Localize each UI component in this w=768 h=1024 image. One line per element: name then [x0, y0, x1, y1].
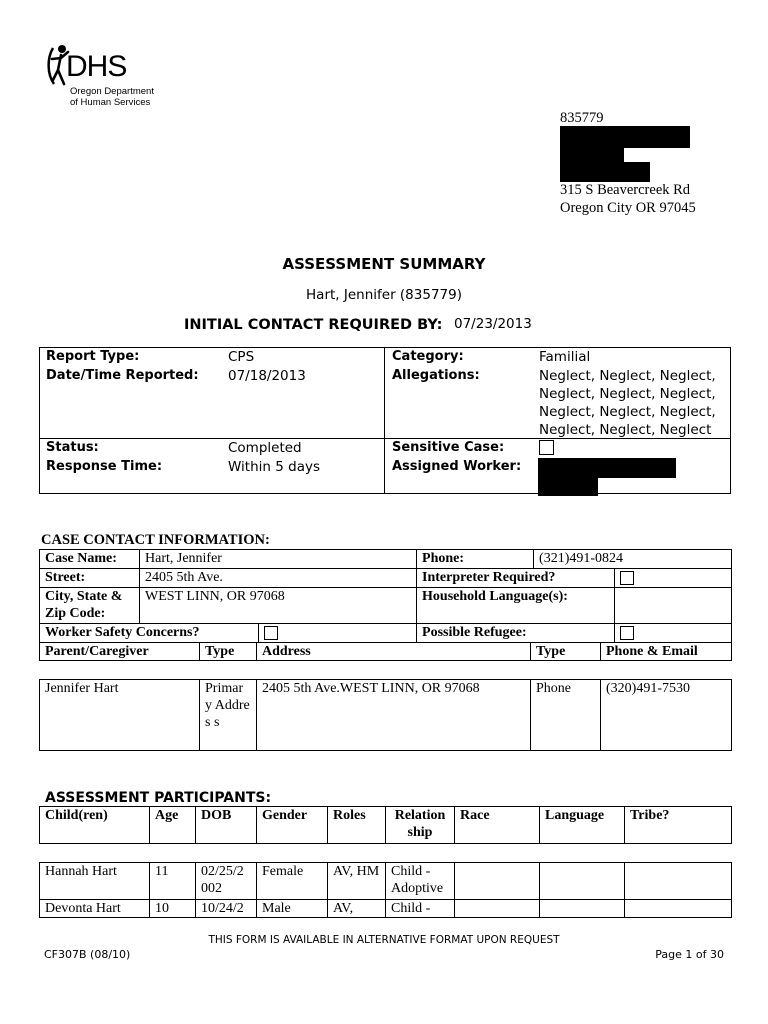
- redaction-block: [538, 458, 676, 478]
- caregiver-type: Primar y Addres s: [200, 680, 257, 751]
- interpreter-checkbox[interactable]: [620, 571, 634, 585]
- worker-safety-label: Worker Safety Concerns?: [40, 624, 259, 643]
- initial-contact-date: 07/23/2013: [454, 316, 532, 332]
- response-time-value: Within 5 days: [228, 459, 320, 475]
- report-type-value: CPS: [228, 349, 255, 365]
- category-label: Category:: [392, 349, 464, 364]
- child-name: Devonta Hart: [40, 900, 150, 918]
- col-type: Type: [200, 643, 257, 661]
- child-gender: Female: [257, 863, 328, 900]
- child-roles: AV,: [328, 900, 386, 918]
- case-name-value: Hart, Jennifer: [140, 550, 417, 569]
- response-time-label: Response Time:: [46, 459, 163, 474]
- assigned-worker-label: Assigned Worker:: [392, 459, 522, 474]
- child-race: [455, 863, 540, 900]
- col-age: Age: [150, 807, 196, 844]
- street-value: 2405 5th Ave.: [140, 569, 417, 588]
- col-children: Child(ren): [40, 807, 150, 844]
- child-tribe: [625, 863, 732, 900]
- col-phone-email: Phone & Email: [601, 643, 732, 661]
- alt-format-notice: THIS FORM IS AVAILABLE IN ALTERNATIVE FORMAT UPON REQUEST: [208, 934, 560, 946]
- redaction-block: [538, 476, 598, 496]
- phone-value: (321)491-0824: [534, 550, 732, 569]
- possible-refugee-label: Possible Refugee:: [417, 624, 615, 643]
- child-language: [540, 863, 625, 900]
- col-relationship: Relation ship: [386, 807, 455, 844]
- sensitive-case-label: Sensitive Case:: [392, 440, 505, 455]
- child-roles: AV, HM: [328, 863, 386, 900]
- caregiver-contact-type: Phone: [531, 680, 601, 751]
- table-row: [40, 680, 732, 751]
- interpreter-label: Interpreter Required?: [417, 569, 615, 588]
- phone-label: Phone:: [417, 550, 534, 569]
- col-parent-caregiver: Parent/Caregiver: [40, 643, 200, 661]
- case-name-label: Case Name:: [40, 550, 140, 569]
- col-address: Address: [257, 643, 531, 661]
- form-id: CF307B (08/10): [44, 948, 131, 961]
- caregiver-header-table: [39, 642, 732, 661]
- caregiver-table: [39, 679, 732, 751]
- allegations-line: Neglect, Neglect, Neglect: [539, 422, 712, 438]
- sensitive-case-checkbox[interactable]: [539, 440, 554, 455]
- status-value: Completed: [228, 440, 302, 456]
- redaction-block: [560, 126, 690, 148]
- allegations-line: Neglect, Neglect, Neglect,: [539, 404, 716, 420]
- child-gender: Male: [257, 900, 328, 918]
- date-reported-label: Date/Time Reported:: [46, 368, 199, 383]
- participants-header-table: [39, 806, 732, 844]
- child-dob: 10/24/2: [196, 900, 257, 918]
- child-name: Hannah Hart: [40, 863, 150, 900]
- case-contact-heading: CASE CONTACT INFORMATION:: [41, 532, 270, 548]
- child-age: 11: [150, 863, 196, 900]
- col-roles: Roles: [328, 807, 386, 844]
- caregiver-address: 2405 5th Ave.WEST LINN, OR 97068: [257, 680, 531, 751]
- office-address-line1: 315 S Beavercreek Rd: [560, 182, 691, 198]
- child-tribe: [625, 900, 732, 918]
- dhs-logo-text: DHS: [66, 50, 127, 83]
- allegations-line: Neglect, Neglect, Neglect,: [539, 386, 716, 402]
- initial-contact-label: INITIAL CONTACT REQUIRED BY:: [184, 317, 443, 333]
- participants-heading: ASSESSMENT PARTICIPANTS:: [45, 790, 272, 806]
- col-dob: DOB: [196, 807, 257, 844]
- table-row: [40, 900, 732, 918]
- case-contact-table: [39, 549, 732, 643]
- subject-name: Hart, Jennifer (835779): [306, 287, 462, 303]
- child-age: 10: [150, 900, 196, 918]
- report-type-label: Report Type:: [46, 349, 140, 364]
- status-label: Status:: [46, 440, 99, 455]
- allegations-label: Allegations:: [392, 368, 480, 383]
- col-language: Language: [540, 807, 625, 844]
- col-gender: Gender: [257, 807, 328, 844]
- dhs-logo-subtitle: Oregon Department of Human Services: [70, 86, 154, 108]
- child-language: [540, 900, 625, 918]
- city-state-zip-label: City, State & Zip Code:: [40, 588, 140, 624]
- allegations-line: Neglect, Neglect, Neglect,: [539, 368, 716, 384]
- category-value: Familial: [539, 349, 591, 365]
- col-race: Race: [455, 807, 540, 844]
- case-number: 835779: [560, 110, 604, 126]
- table-row: [40, 863, 732, 900]
- child-race: [455, 900, 540, 918]
- redaction-block: [560, 162, 650, 182]
- child-dob: 02/25/2 002: [196, 863, 257, 900]
- child-relationship: Child -: [386, 900, 455, 918]
- city-state-zip-value: WEST LINN, OR 97068: [140, 588, 417, 624]
- caregiver-phone: (320)491-7530: [601, 680, 732, 751]
- col-tribe: Tribe?: [625, 807, 732, 844]
- street-label: Street:: [40, 569, 140, 588]
- date-reported-value: 07/18/2013: [228, 368, 306, 384]
- page-number: Page 1 of 30: [655, 948, 724, 961]
- child-relationship: Child - Adoptive: [386, 863, 455, 900]
- possible-refugee-checkbox[interactable]: [620, 626, 634, 640]
- participants-table: [39, 862, 732, 918]
- worker-safety-checkbox[interactable]: [264, 626, 278, 640]
- page-title: ASSESSMENT SUMMARY: [282, 255, 486, 273]
- household-language-label: Household Language(s):: [417, 588, 615, 624]
- caregiver-name: Jennifer Hart: [40, 680, 200, 751]
- office-address-line2: Oregon City OR 97045: [560, 200, 696, 216]
- household-language-value: [615, 588, 732, 624]
- col-contact-type: Type: [531, 643, 601, 661]
